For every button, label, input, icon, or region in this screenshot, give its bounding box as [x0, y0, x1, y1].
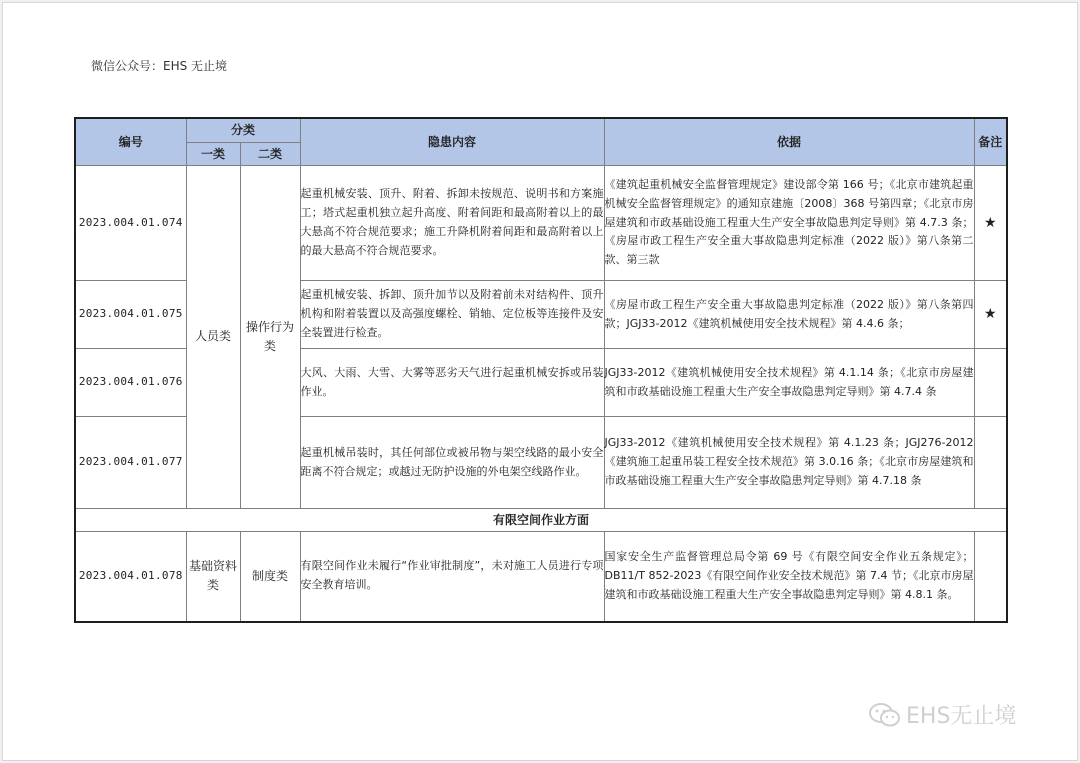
header-level2: 二类 — [240, 143, 300, 166]
row-content: 起重机械吊装时，其任何部位或被吊物与架空线路的最小安全距离不符合规定；或越过无防护设施的外电架空线路作业。 — [300, 417, 604, 509]
header-row — [75, 118, 1007, 143]
row-code: 2023.004.01.077 — [75, 417, 186, 509]
table-row — [75, 166, 1007, 281]
row-level1: 人员类 — [186, 166, 240, 509]
section-title: 有限空间作业方面 — [75, 509, 1007, 532]
row-level2: 操作行为类 — [240, 166, 300, 509]
star-mark: ★ — [974, 166, 1007, 281]
row-note — [974, 349, 1007, 417]
hazard-table — [74, 117, 1008, 623]
watermark-text: EHS无止境 — [906, 704, 1017, 729]
header-category: 分类 — [186, 118, 300, 143]
table-row — [75, 532, 1007, 622]
row-basis: 《房屋市政工程生产安全重大事故隐患判定标准（2022 版）》第八条第四款；JGJ33-2012《建筑机械使用安全技术规程》第 4.4.6 条； — [604, 281, 974, 349]
star-mark: ★ — [974, 281, 1007, 349]
row-content: 起重机械安装、顶升、附着、拆卸未按规范、说明书和方案施工；塔式起重机独立起升高度、附着间距和最高附着以上的最大悬高不符合规范要求；施工升降机附着间距和最高附着以上的最大悬高不符合规范要求。 — [300, 166, 604, 281]
row-level2: 制度类 — [240, 532, 300, 622]
watermark — [868, 699, 1016, 730]
row-level1: 基础资料类 — [186, 532, 240, 622]
wechat-icon — [868, 702, 902, 728]
header-note: 微信公众号：EHS 无止境 — [91, 59, 228, 73]
row-code: 2023.004.01.074 — [75, 166, 186, 281]
row-code: 2023.004.01.075 — [75, 281, 186, 349]
row-basis: 国家安全生产监督管理总局令第 69 号《有限空间安全作业五条规定》；DB11/T 852-2023《有限空间作业安全技术规范》第 7.4 节；《北京市房屋建筑和市政基础设施工程重大生产安全事故隐患判定导则》第 4.8.1 条。 — [604, 532, 974, 622]
header-note: 备注 — [974, 118, 1007, 166]
header-code: 编号 — [75, 118, 186, 166]
row-note — [974, 532, 1007, 622]
row-code: 2023.004.01.076 — [75, 349, 186, 417]
row-content: 起重机械安装、拆卸、顶升加节以及附着前未对结构件、顶升机构和附着装置以及高强度螺栓、销轴、定位板等连接件及安全装置进行检查。 — [300, 281, 604, 349]
row-note — [974, 417, 1007, 509]
header-level1: 一类 — [186, 143, 240, 166]
row-content: 大风、大雨、大雪、大雾等恶劣天气进行起重机械安拆或吊装作业。 — [300, 349, 604, 417]
row-basis: 《建筑起重机械安全监督管理规定》建设部令第 166 号；《北京市建筑起重机械安全监督管理规定》的通知京建施〔2008〕368 号第四章；《北京市房屋建筑和市政基础设施工程重大生产安全事故隐患判定导则》第 4.7.3 条；《房屋市政工程生产安全重大事故隐患判定标准（2022 版）》第八条第二款、第三款 — [604, 166, 974, 281]
row-code: 2023.004.01.078 — [75, 532, 186, 622]
header-content: 隐患内容 — [300, 118, 604, 166]
row-basis: JGJ33-2012《建筑机械使用安全技术规程》第 4.1.14 条；《北京市房屋建筑和市政基础设施工程重大生产安全事故隐患判定导则》第 4.7.4 条 — [604, 349, 974, 417]
row-basis: JGJ33-2012《建筑机械使用安全技术规程》第 4.1.23 条；JGJ276-2012《建筑施工起重吊装工程安全技术规范》第 3.0.16 条；《北京市房屋建筑和市政基础设施工程重大生产安全事故隐患判定导则》第 4.7.18 条 — [604, 417, 974, 509]
row-content: 有限空间作业未履行“作业审批制度”，未对施工人员进行专项安全教育培训。 — [300, 532, 604, 622]
section-row — [75, 509, 1007, 532]
header-basis: 依据 — [604, 118, 974, 166]
